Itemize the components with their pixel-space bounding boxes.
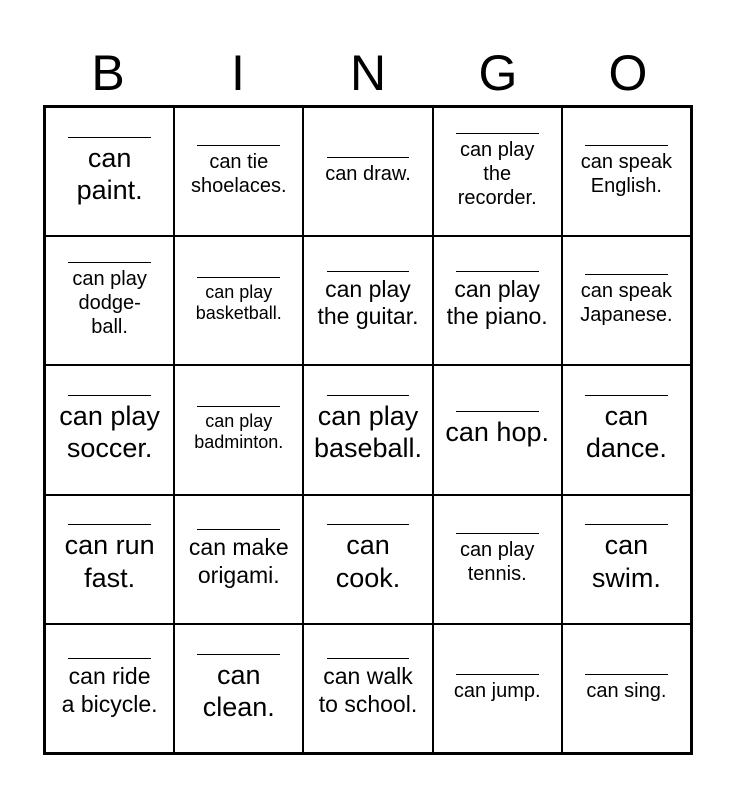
answer-blank-line xyxy=(456,674,539,675)
cell-text: can speak Japanese. xyxy=(580,280,673,327)
bingo-header xyxy=(43,44,693,102)
cell-text: can play the piano. xyxy=(446,275,548,330)
cell-text: can dance. xyxy=(585,401,667,464)
bingo-cell[interactable] xyxy=(45,107,174,236)
bingo-cell[interactable] xyxy=(433,365,562,494)
cell-text: can run fast. xyxy=(64,530,155,593)
answer-blank-line xyxy=(456,533,539,534)
answer-blank-line xyxy=(456,133,539,134)
answer-blank-line xyxy=(585,674,668,675)
bingo-cell[interactable] xyxy=(174,107,303,236)
cell-text: can make origami. xyxy=(188,534,289,588)
header-letter-o: O xyxy=(608,45,648,101)
bingo-cell[interactable] xyxy=(562,495,691,624)
bingo-cell[interactable] xyxy=(303,365,432,494)
answer-blank-line xyxy=(456,411,539,412)
answer-blank-line xyxy=(197,654,280,655)
cell-text: can play dodge- ball. xyxy=(72,268,147,339)
cell-text: can clean. xyxy=(202,659,275,722)
cell-text: can walk to school. xyxy=(318,663,418,717)
bingo-cell[interactable] xyxy=(562,365,691,494)
cell-text: can hop. xyxy=(445,417,549,448)
bingo-cell[interactable] xyxy=(45,624,174,753)
answer-blank-line xyxy=(585,395,668,396)
cell-text: can play baseball. xyxy=(313,401,423,464)
answer-blank-line xyxy=(585,524,668,525)
header-letter-b: B xyxy=(91,45,125,101)
answer-blank-line xyxy=(68,658,151,659)
cell-text: can sing. xyxy=(586,679,667,702)
answer-blank-line xyxy=(585,274,668,275)
bingo-cell[interactable] xyxy=(433,236,562,365)
cell-text: can play basketball. xyxy=(195,281,282,324)
answer-blank-line xyxy=(327,395,410,396)
answer-blank-line xyxy=(68,524,151,525)
bingo-cell[interactable] xyxy=(562,624,691,753)
answer-blank-line xyxy=(197,277,280,278)
answer-blank-line xyxy=(327,271,410,272)
bingo-cell[interactable] xyxy=(303,107,432,236)
cell-text: can swim. xyxy=(591,530,661,593)
answer-blank-line xyxy=(456,271,539,272)
answer-blank-line xyxy=(197,529,280,530)
answer-blank-line xyxy=(585,145,668,146)
answer-blank-line xyxy=(68,395,151,396)
answer-blank-line xyxy=(327,157,410,158)
bingo-cell[interactable] xyxy=(433,107,562,236)
bingo-cell[interactable] xyxy=(562,107,691,236)
bingo-cell[interactable] xyxy=(45,236,174,365)
bingo-cell[interactable] xyxy=(433,495,562,624)
cell-text: can play tennis. xyxy=(459,538,535,585)
answer-blank-line xyxy=(197,145,280,146)
header-letter-i: I xyxy=(231,45,245,101)
cell-text: can paint. xyxy=(76,142,143,206)
cell-text: can cook. xyxy=(335,530,401,593)
cell-text: can draw. xyxy=(325,163,411,186)
bingo-cell[interactable] xyxy=(174,624,303,753)
cell-text: can ride a bicycle. xyxy=(61,663,158,717)
bingo-cell[interactable] xyxy=(45,365,174,494)
bingo-cell[interactable] xyxy=(174,495,303,624)
header-letter-n: N xyxy=(349,45,387,101)
bingo-board xyxy=(43,105,693,755)
answer-blank-line xyxy=(197,406,280,407)
header-letter-g: G xyxy=(478,45,518,101)
bingo-cell[interactable] xyxy=(303,495,432,624)
bingo-cell[interactable] xyxy=(303,236,432,365)
answer-blank-line xyxy=(68,137,151,138)
bingo-cell[interactable] xyxy=(303,624,432,753)
bingo-cell[interactable] xyxy=(562,236,691,365)
answer-blank-line xyxy=(68,262,151,263)
answer-blank-line xyxy=(327,524,410,525)
cell-text: can play the recorder. xyxy=(457,139,537,210)
cell-text: can play badminton. xyxy=(194,410,284,453)
answer-blank-line xyxy=(327,658,410,659)
cell-text: can play the guitar. xyxy=(317,275,419,330)
bingo-cell[interactable] xyxy=(433,624,562,753)
bingo-cell[interactable] xyxy=(45,495,174,624)
cell-text: can jump. xyxy=(453,679,541,702)
cell-text: can tie shoelaces. xyxy=(190,151,287,198)
cell-text: can speak English. xyxy=(580,151,672,198)
cell-text: can play soccer. xyxy=(59,401,160,464)
bingo-cell[interactable] xyxy=(174,236,303,365)
bingo-cell[interactable] xyxy=(174,365,303,494)
